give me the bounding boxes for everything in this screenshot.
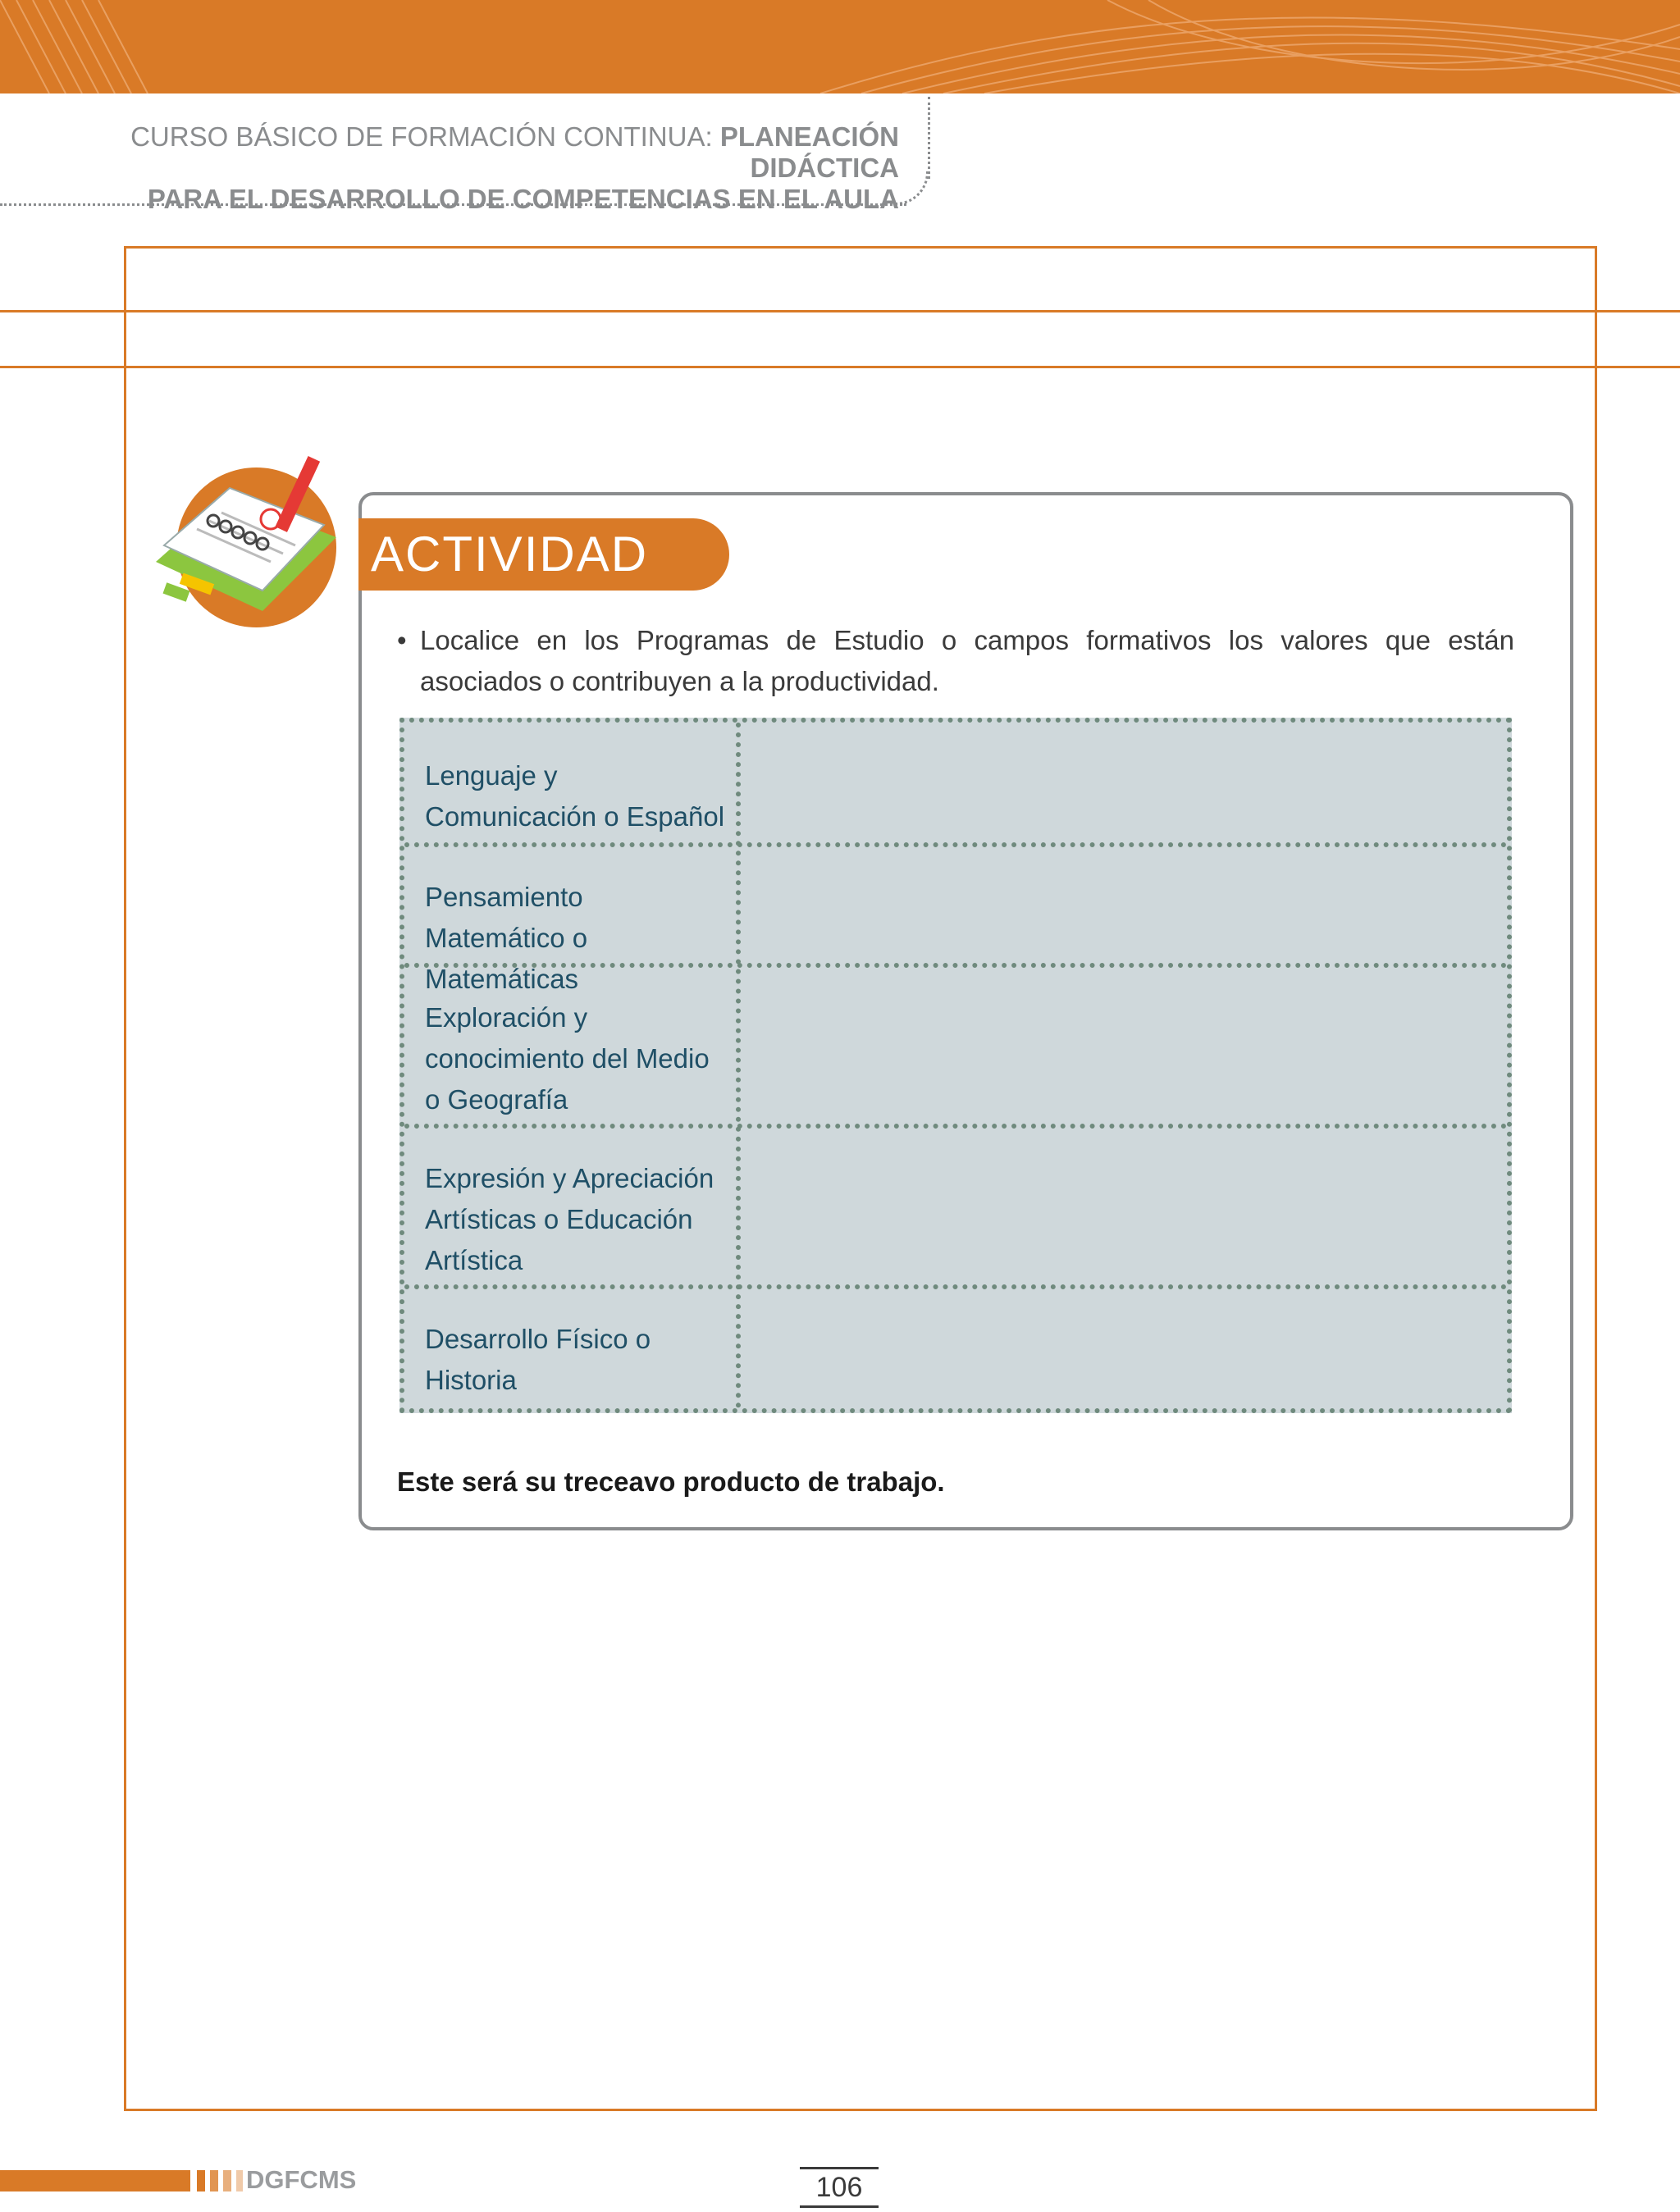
row-value-exploracion[interactable] <box>742 968 1502 1124</box>
row-value-desarrollo[interactable] <box>742 1289 1502 1408</box>
instruction-text: Localice en los Programas de Estudio o campos formativos los valores que están asociados o contribuyen a la productividad. <box>420 625 1514 696</box>
row-value-expresion[interactable] <box>742 1129 1502 1284</box>
row-label-exploracion: Exploración y conocimiento del Medio o Geografía <box>425 1002 710 1115</box>
page-number: 106 <box>800 2167 879 2208</box>
row-label-lenguaje: Lenguaje y Comunicación o Español <box>425 760 725 832</box>
notebook-pencil-icon <box>148 447 345 611</box>
bullet: • <box>397 625 407 655</box>
header-dotted-divider-curve <box>894 171 929 205</box>
header-band <box>0 0 1680 93</box>
wave-pattern-decoration <box>0 0 1680 93</box>
course-prefix: CURSO BÁSICO DE FORMACIÓN CONTINUA: <box>130 121 720 152</box>
footer-org: DGFCMS <box>246 2165 357 2194</box>
course-header <box>0 121 899 215</box>
row-value-pensamiento[interactable] <box>742 847 1502 963</box>
header-dotted-divider-vertical <box>928 97 930 179</box>
header-dotted-divider <box>0 203 906 206</box>
ruled-line <box>0 310 1680 312</box>
activity-instruction <box>397 620 1514 702</box>
row-label-pensamiento: Pensamiento Matemático o Matemáticas <box>425 882 588 994</box>
closing-note: Este será su treceavo producto de trabajo. <box>397 1466 945 1497</box>
row-value-lenguaje[interactable] <box>742 723 1502 842</box>
table-column-divider <box>736 723 741 1408</box>
row-label-expresion: Expresión y Apreciación Artísticas o Educación Artística <box>425 1163 714 1275</box>
row-label-desarrollo: Desarrollo Físico o Historia <box>425 1324 651 1395</box>
course-title-line2: PARA EL DESARROLLO DE COMPETENCIAS EN EL AULA <box>147 184 899 214</box>
values-table <box>399 718 1512 1413</box>
activity-title: ACTIVIDAD <box>371 527 649 582</box>
ruled-line <box>0 366 1680 368</box>
course-title-line1: PLANEACIÓN DIDÁCTICA <box>719 121 899 183</box>
